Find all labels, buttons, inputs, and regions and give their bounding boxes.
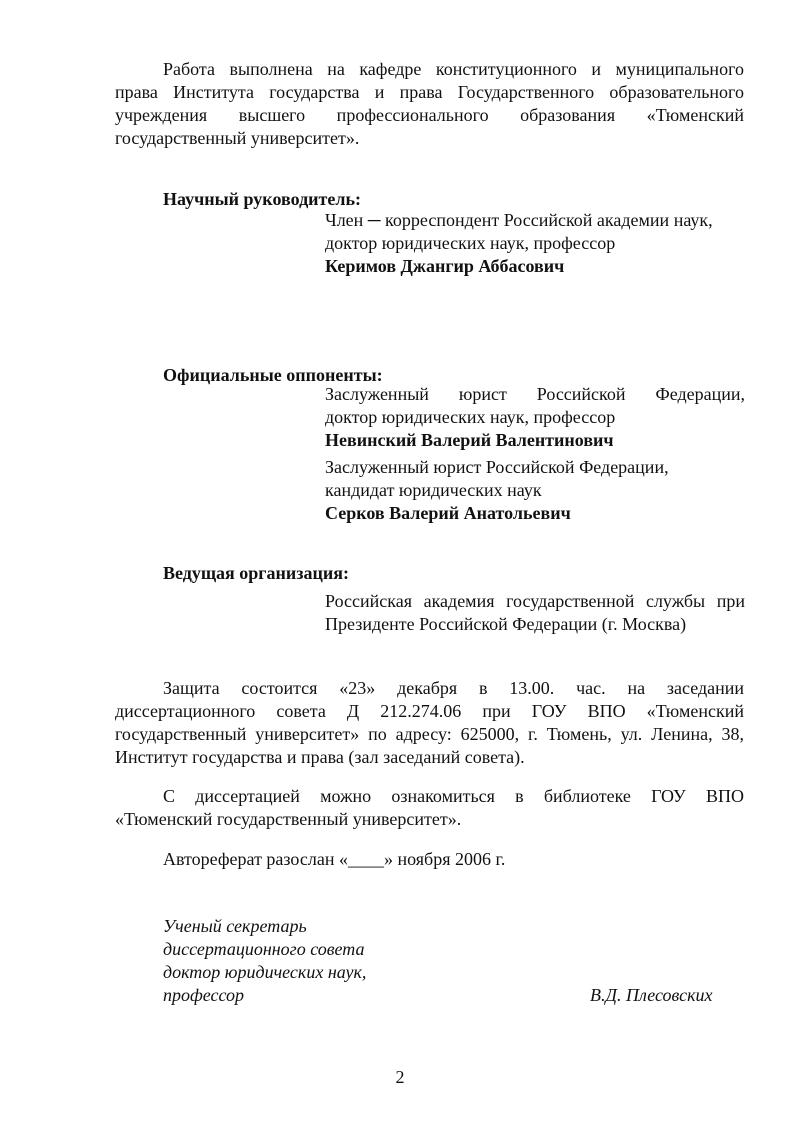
intro-line-1: Работа выполнена на кафедре конституционного и муниципального: [163, 59, 744, 79]
secretary-line-4: профессор: [163, 985, 245, 1005]
supervisor-heading: Научный руководитель:: [163, 189, 361, 209]
opponent-1: [325, 383, 745, 452]
opponent-1-name: Невинский Валерий Валентинович: [325, 430, 614, 450]
organization-details: [325, 590, 745, 636]
intro-line-4: государственный университет».: [115, 128, 360, 148]
opponent-1-title-line-1: Заслуженный юрист Российской Федерации,: [325, 384, 745, 404]
defense-line-1: Защита состоится «23» декабря в 13.00. час. на заседании: [163, 678, 744, 698]
opponents-heading: Официальные оппоненты:: [163, 365, 383, 385]
intro-paragraph: [115, 58, 744, 150]
supervisor-title-line-2: доктор юридических наук, профессор: [325, 233, 616, 253]
opponent-2-name: Серков Валерий Анатольевич: [325, 503, 571, 523]
secretary-title: [163, 915, 366, 1007]
opponent-2-title-line-2: кандидат юридических наук: [325, 480, 542, 500]
supervisor-details: [325, 209, 745, 278]
defense-line-4: Институт государства и права (зал заседаний совета).: [115, 747, 525, 767]
secretary-line-2: диссертационного совета: [163, 939, 365, 959]
defense-paragraph: [115, 677, 744, 769]
intro-line-2: права Института государства и права Государственного образовательного: [115, 82, 744, 102]
organization-heading: Ведущая организация:: [163, 563, 349, 583]
supervisor-title-line-1: Член ─ корреспондент Российской академии наук,: [325, 210, 713, 230]
defense-line-2: диссертационного совета Д 212.274.06 при ГОУ ВПО «Тюменский: [115, 701, 744, 721]
supervisor-name: Керимов Джангир Аббасович: [325, 256, 565, 276]
opponent-1-title-line-2: доктор юридических наук, профессор: [325, 407, 616, 427]
page-number: 2: [395, 1067, 405, 1087]
library-line-1: С диссертацией можно ознакомиться в библиотеке ГОУ ВПО: [163, 786, 744, 806]
secretary-line-1: Ученый секретарь: [163, 916, 307, 936]
organization-line-1: Российская академия государственной службы при: [325, 591, 745, 611]
library-paragraph: [115, 785, 744, 831]
organization-line-2: Президенте Российской Федерации (г. Москва): [325, 614, 687, 634]
opponent-2-title-line-1: Заслуженный юрист Российской Федерации,: [325, 457, 669, 477]
abstract-sent-line: Автореферат разослан «____» ноября 2006 г.: [163, 849, 506, 869]
secretary-line-3: доктор юридических наук,: [163, 962, 367, 982]
intro-line-3: учреждения высшего профессионального образования «Тюменский: [115, 105, 744, 125]
defense-line-3: государственный университет» по адресу: 625000, г. Тюмень, ул. Ленина, 38,: [115, 724, 744, 744]
secretary-name: В.Д. Плесовских: [590, 985, 713, 1005]
opponent-2: [325, 456, 745, 525]
library-line-2: «Тюменский государственный университет».: [115, 809, 462, 829]
